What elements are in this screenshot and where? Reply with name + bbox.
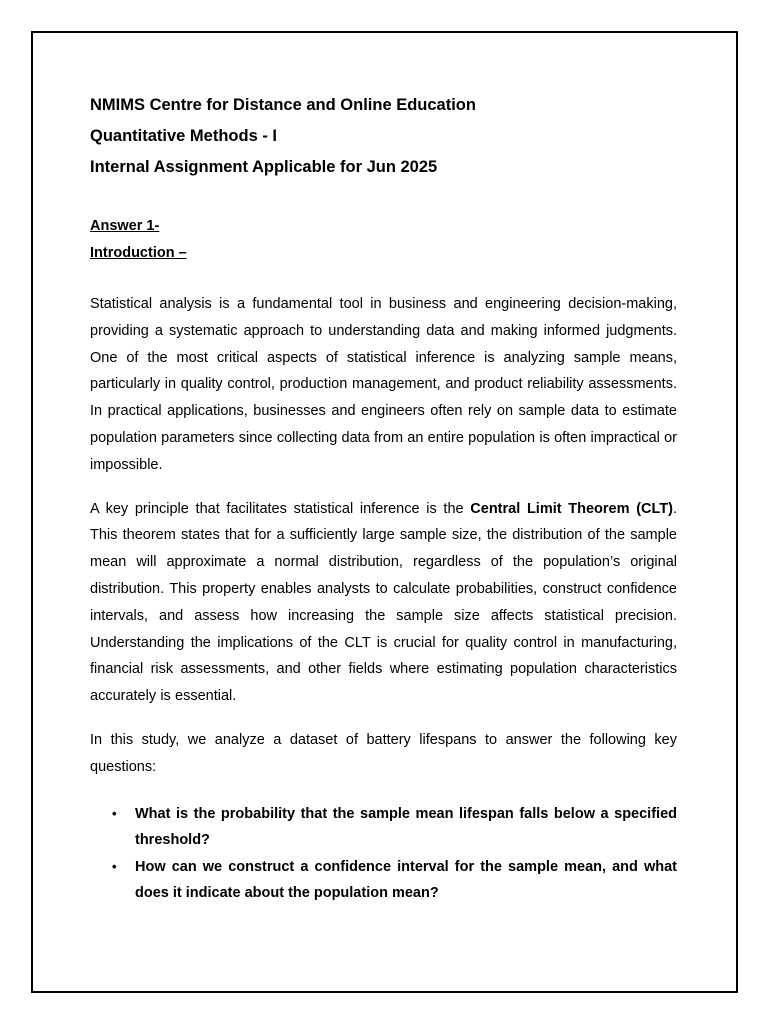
paragraph-clt-body: . This theorem states that for a sufficiently large sample size, the distribution of the sample mean will approximate a normal distribution, regardless of the population’s original distribution. This property enables analysts to calculate probabilities, construct confidence intervals, and assess how increasing the sample size affects statistical precision. Understanding the implications of the CLT is crucial for quality control in manufacturing, financial risk assessments, and other fields where estimating population characteristics accurately is essential. bbox=[90, 500, 678, 705]
paragraph-statistical-analysis: Statistical analysis is a fundamental tool in business and engineering decision-making, providing a systematic approach to understanding data and making informed judgments. One of the most critical aspects of statistical inference is analyzing sample means, particularly in quality control, production management, and product reliability assessments. In practical applications, businesses and engineers often rely on sample data to estimate population parameters since collecting data from an entire population is often impractical or impossible. bbox=[90, 296, 677, 473]
question-text: How can we construct a confidence interval for the sample mean, and what does it indicate about the population mean? bbox=[135, 858, 677, 902]
bullet-icon: • bbox=[112, 858, 117, 874]
list-item bbox=[90, 801, 677, 854]
list-item bbox=[90, 854, 677, 907]
clt-term: Central Limit Theorem (CLT) bbox=[470, 500, 673, 517]
paragraph-clt bbox=[90, 496, 677, 710]
document-header bbox=[90, 90, 677, 183]
document-body bbox=[90, 90, 677, 907]
paragraph-study: In this study, we analyze a dataset of battery lifespans to answer the following key questions: bbox=[90, 731, 677, 775]
section-headings bbox=[90, 213, 677, 267]
assignment-title: Internal Assignment Applicable for Jun 2025 bbox=[90, 158, 438, 176]
institution-title: NMIMS Centre for Distance and Online Education bbox=[90, 96, 476, 114]
bullet-icon: • bbox=[112, 805, 117, 821]
course-title: Quantitative Methods - I bbox=[90, 127, 278, 145]
key-questions-list bbox=[90, 801, 677, 907]
paragraph-clt-intro: A key principle that facilitates statistical inference is the bbox=[90, 500, 471, 517]
answer-heading: Answer 1- bbox=[90, 218, 160, 234]
introduction-heading: Introduction – bbox=[90, 245, 187, 261]
question-text: What is the probability that the sample mean lifespan falls below a specified threshold? bbox=[135, 805, 677, 849]
